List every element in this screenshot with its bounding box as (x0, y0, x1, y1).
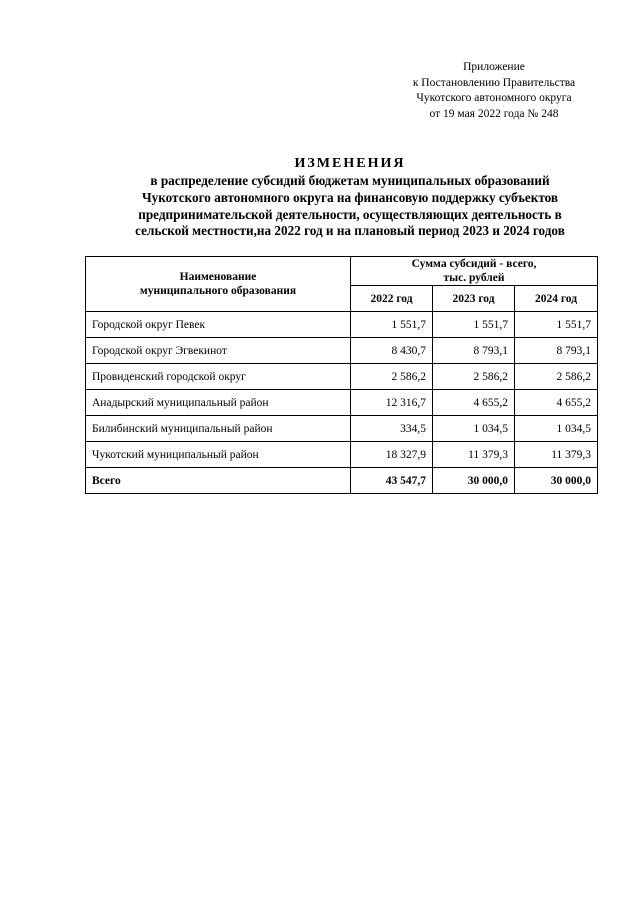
header-year-2024: 2024 год (515, 286, 598, 312)
document-title: ИЗМЕНЕНИЯ (294, 156, 406, 171)
total-label: Всего (86, 468, 351, 494)
municipality-name: Городской округ Эгвекинот (86, 338, 351, 364)
value-2022: 8 430,7 (351, 338, 433, 364)
value-2023: 11 379,3 (433, 442, 515, 468)
value-2022: 334,5 (351, 416, 433, 442)
header-municipality-line1: Наименование (179, 271, 257, 283)
value-2024: 4 655,2 (515, 390, 598, 416)
value-2023: 4 655,2 (433, 390, 515, 416)
table-row (86, 442, 598, 468)
table-row (86, 364, 598, 390)
table-row (86, 390, 598, 416)
appendix-line: Приложение (463, 61, 525, 73)
value-2024: 1 034,5 (515, 416, 598, 442)
value-2024: 8 793,1 (515, 338, 598, 364)
municipality-name: Чукотский муниципальный район (86, 442, 351, 468)
value-2022: 1 551,7 (351, 312, 433, 338)
value-2023: 2 586,2 (433, 364, 515, 390)
appendix-line: Чукотского автономного округа (416, 92, 572, 104)
header-municipality (86, 257, 351, 312)
municipality-name: Провиденский городской округ (86, 364, 351, 390)
subtitle-line: Чукотского автономного округа на финансовую поддержку субъектов (141, 189, 559, 205)
subtitle-line: в распределение субсидий бюджетам муниципальных образований (150, 173, 550, 188)
table-row (86, 416, 598, 442)
appendix-line: от 19 мая 2022 года № 248 (429, 107, 559, 120)
total-2022: 43 547,7 (351, 468, 433, 494)
value-2023: 8 793,1 (433, 338, 515, 364)
municipality-name: Анадырский муниципальный район (86, 390, 351, 416)
subtitle-line: сельской местности,на 2022 год и на плановый период 2023 и 2024 годов (135, 223, 565, 239)
value-2023: 1 551,7 (433, 312, 515, 338)
value-2022: 18 327,9 (351, 442, 433, 468)
table-row (86, 338, 598, 364)
header-year-2023: 2023 год (433, 286, 515, 312)
total-2023: 30 000,0 (433, 468, 515, 494)
table-header-row (86, 257, 598, 286)
header-sum-line1: Сумма субсидий - всего, (411, 258, 537, 270)
subtitle-line: предпринимательской деятельности, осуществляющих деятельность в (138, 206, 562, 222)
appendix-header (360, 60, 628, 122)
value-2023: 1 034,5 (433, 416, 515, 442)
table-row (86, 312, 598, 338)
table-total-row (86, 468, 598, 494)
value-2024: 11 379,3 (515, 442, 598, 468)
total-2024: 30 000,0 (515, 468, 598, 494)
header-subsidy-sum (351, 257, 598, 286)
value-2024: 2 586,2 (515, 364, 598, 390)
municipality-name: Городской округ Певек (86, 312, 351, 338)
header-sum-line2: тыс. рублей (443, 272, 505, 284)
header-year-2022: 2022 год (351, 286, 433, 312)
header-municipality-line2: муниципального образования (139, 285, 297, 297)
appendix-line: к Постановлению Правительства (412, 76, 576, 89)
value-2022: 2 586,2 (351, 364, 433, 390)
value-2024: 1 551,7 (515, 312, 598, 338)
value-2022: 12 316,7 (351, 390, 433, 416)
document-subtitle (60, 173, 640, 240)
municipality-name: Билибинский муниципальный район (86, 416, 351, 442)
subsidy-table (85, 256, 598, 494)
